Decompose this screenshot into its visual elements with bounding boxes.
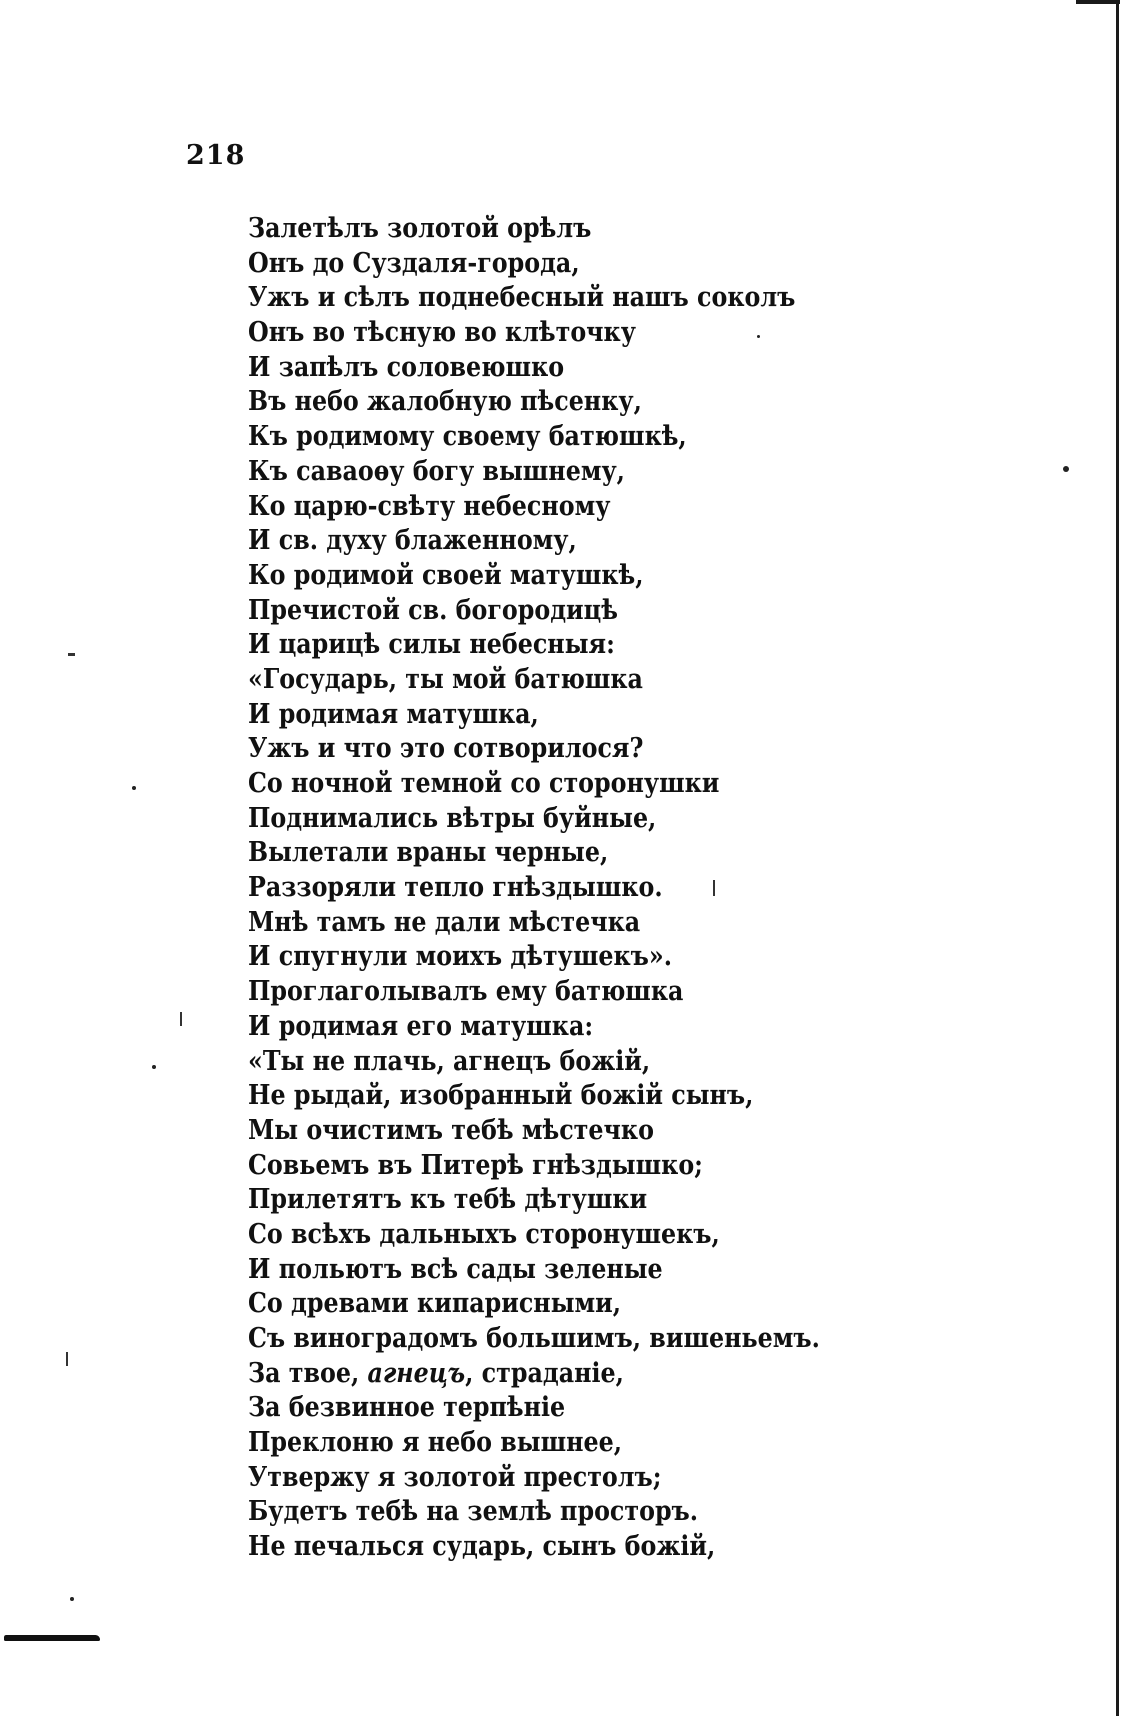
poem-line: Прилетятъ къ тебѣ дѣтушки bbox=[248, 1184, 648, 1216]
poem-line bbox=[248, 1357, 794, 1392]
poem-line: Къ родимому своему батюшкѣ, bbox=[248, 421, 687, 453]
poem-line: И св. духу блаженному, bbox=[248, 525, 577, 557]
poem-line: И родимая его матушка: bbox=[248, 1010, 594, 1042]
poem-line: Утвержу я золотой престолъ; bbox=[248, 1461, 662, 1493]
poem-line: За безвинное терпѣніе bbox=[248, 1392, 566, 1424]
scan-speck bbox=[66, 1352, 68, 1366]
poem-line: И польютъ всѣ сады зеленые bbox=[248, 1253, 663, 1285]
poem-line: «Государь, ты мой батюшка bbox=[248, 663, 643, 695]
scan-speck bbox=[70, 1597, 74, 1601]
poem-line: Ужъ и сѣлъ поднебесный нашъ соколъ bbox=[248, 282, 796, 314]
poem-text bbox=[248, 212, 868, 1565]
poem-line: И царицѣ силы небесныя: bbox=[248, 629, 615, 661]
poem-line: Онъ до Суздаля-города, bbox=[248, 247, 580, 279]
poem-line-italic-word: агнецъ bbox=[367, 1357, 466, 1389]
page-edge-top-rule bbox=[1076, 0, 1120, 4]
poem-line: Преклоню я небо вышнее, bbox=[248, 1427, 623, 1459]
scan-speck bbox=[713, 880, 715, 896]
poem-line: Ко родимой своей матушкѣ, bbox=[248, 559, 644, 591]
poem-line: Съ виноградомъ большимъ, вишеньемъ. bbox=[248, 1323, 820, 1354]
poem-line: Проглаголывалъ ему батюшка bbox=[248, 976, 684, 1008]
poem-line-segment: , страданіе, bbox=[465, 1357, 624, 1389]
scan-speck bbox=[180, 1012, 182, 1026]
poem-line: Пречистой св. богородицѣ bbox=[248, 594, 618, 626]
poem-line: Со ночной темной со сторонушки bbox=[248, 768, 720, 799]
scan-speck bbox=[132, 786, 136, 790]
poem-line: Ужъ и что это сотворилося? bbox=[248, 733, 644, 765]
poem-line: Со всѣхъ дальныхъ сторонушекъ, bbox=[248, 1218, 720, 1250]
scan-smudge bbox=[4, 1635, 100, 1641]
poem-line: И запѣлъ соловеюшко bbox=[248, 351, 565, 383]
poem-line: И спугнули моихъ дѣтушекъ». bbox=[248, 941, 673, 973]
poem-line: Будетъ тебѣ на землѣ просторъ. bbox=[248, 1496, 699, 1528]
page-edge-rule bbox=[1116, 0, 1119, 1716]
poem-line: Не рыдай, изобранный божій сынъ, bbox=[248, 1080, 754, 1112]
poem-line: Вылетали враны черные, bbox=[248, 837, 609, 869]
poem-line: Раззоряли тепло гнѣздышко. bbox=[248, 872, 663, 904]
poem-line: Къ саваоѳу богу вышнему, bbox=[248, 455, 625, 487]
poem-line-segment: За твое, bbox=[248, 1357, 368, 1389]
poem-line: «Ты не плачь, агнецъ божій, bbox=[248, 1045, 651, 1077]
poem-line: Въ небо жалобную пѣсенку, bbox=[248, 386, 642, 418]
poem-line: Мнѣ тамъ не дали мѣстечка bbox=[248, 906, 641, 938]
scan-speck bbox=[68, 653, 75, 656]
poem-line: Мы очистимъ тебѣ мѣстечко bbox=[248, 1114, 654, 1146]
scan-speck bbox=[152, 1065, 156, 1069]
poem-line: Не печалься сударь, сынъ божій, bbox=[248, 1531, 716, 1563]
poem-line: Залетѣлъ золотой орѣлъ bbox=[248, 213, 592, 244]
scan-speck bbox=[1063, 466, 1069, 472]
poem-line: Онъ во тѣсную во клѣточку bbox=[248, 317, 636, 349]
poem-line: Совьемъ въ Питерѣ гнѣздышко; bbox=[248, 1149, 703, 1181]
poem-line: Поднимались вѣтры буйные, bbox=[248, 802, 657, 834]
poem-line: И родимая матушка, bbox=[248, 698, 539, 730]
poem-line: Со древами кипарисными, bbox=[248, 1288, 622, 1320]
scan-speck bbox=[757, 335, 760, 338]
page-number: 218 bbox=[186, 140, 246, 171]
poem-line: Ко царю-свѣту небесному bbox=[248, 490, 611, 522]
